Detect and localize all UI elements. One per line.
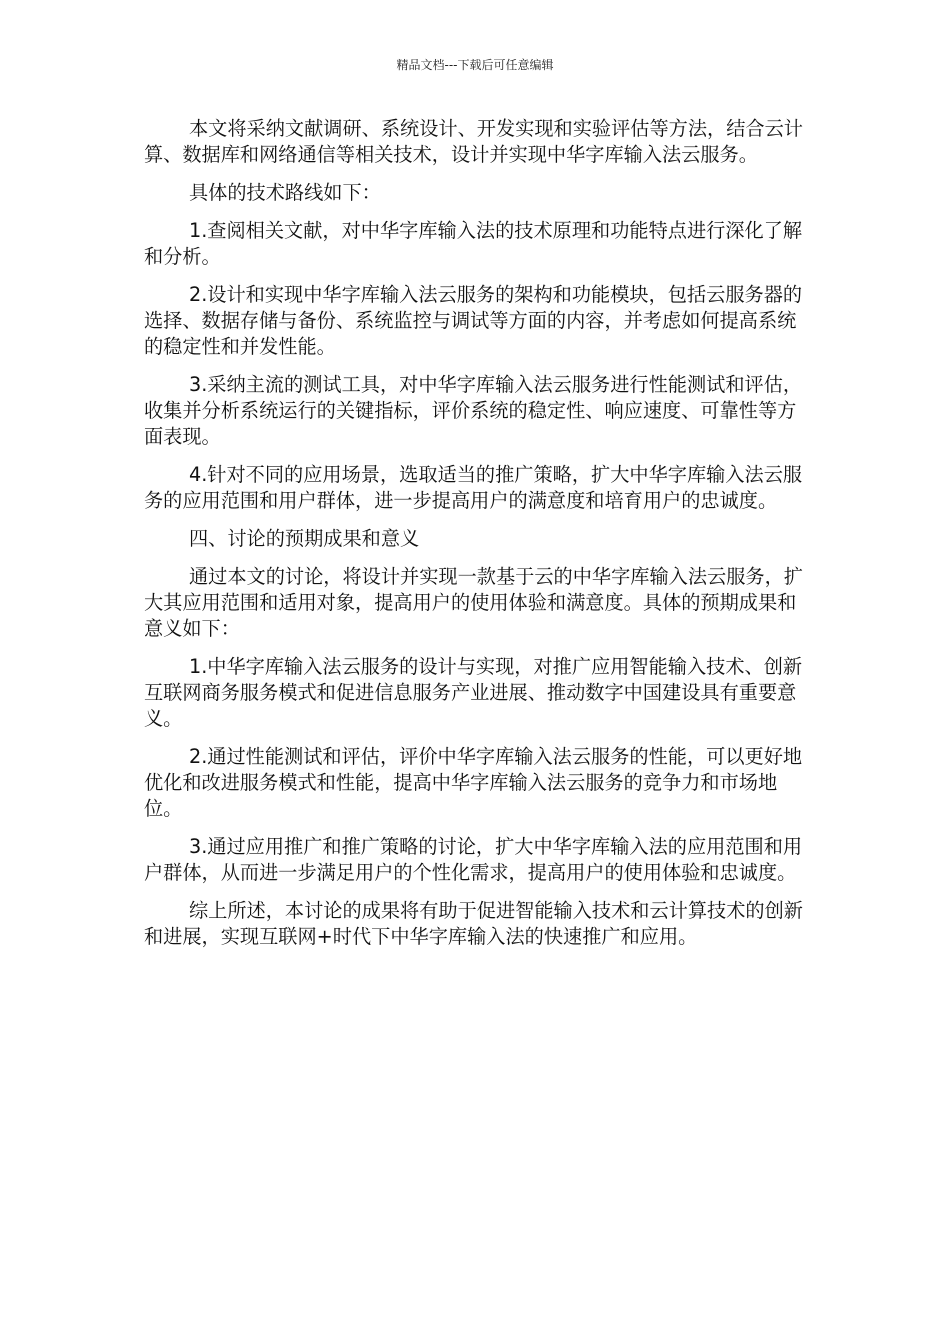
paragraph-route-intro: 具体的技术路线如下：	[189, 181, 381, 204]
paragraph-route-1: 1.查阅相关文献，对中华字库输入法的技术原理和功能特点进行深化了解和分析。	[144, 219, 803, 268]
page-header: 精品文档---下载后可任意编辑	[396, 58, 554, 72]
paragraph-results-intro: 通过本文的讨论，将设计并实现一款基于云的中华字库输入法云服务，扩大其应用范围和适用对象，提高用户的使用体验和满意度。具体的预期成果和意义如下：	[144, 565, 803, 640]
paragraph-result-1: 1.中华字库输入法云服务的设计与实现，对推广应用智能输入技术、创新互联网商务服务模式和促进信息服务产业进展、推动数字中国建设具有重要意义。	[144, 655, 803, 730]
paragraph-result-2: 2.通过性能测试和评估，评价中华字库输入法云服务的性能，可以更好地优化和改进服务模式和性能，提高中华字库输入法云服务的竞争力和市场地位。	[144, 745, 803, 820]
paragraph-route-4: 4.针对不同的应用场景，选取适当的推广策略，扩大中华字库输入法云服务的应用范围和用户群体，进一步提高用户的满意度和培育用户的忠诚度。	[144, 463, 803, 512]
paragraph-route-2: 2.设计和实现中华字库输入法云服务的架构和功能模块，包括云服务器的选择、数据存储与备份、系统监控与调试等方面的内容，并考虑如何提高系统的稳定性和并发性能。	[144, 283, 803, 358]
paragraph-route-3: 3.采纳主流的测试工具，对中华字库输入法云服务进行性能测试和评估，收集并分析系统运行的关键指标，评价系统的稳定性、响应速度、可靠性等方面表现。	[144, 373, 803, 448]
section-heading-expected-results: 四、讨论的预期成果和意义	[189, 527, 420, 550]
document-body	[144, 116, 804, 962]
paragraph-conclusion: 综上所述，本讨论的成果将有助于促进智能输入技术和云计算技术的创新和进展，实现互联网+时代下中华字库输入法的快速推广和应用。	[144, 899, 803, 948]
paragraph-result-3: 3.通过应用推广和推广策略的讨论，扩大中华字库输入法的应用范围和用户群体，从而进一步满足用户的个性化需求，提高用户的使用体验和忠诚度。	[144, 835, 803, 884]
paragraph-method: 本文将采纳文献调研、系统设计、开发实现和实验评估等方法，结合云计算、数据库和网络通信等相关技术，设计并实现中华字库输入法云服务。	[144, 117, 803, 166]
